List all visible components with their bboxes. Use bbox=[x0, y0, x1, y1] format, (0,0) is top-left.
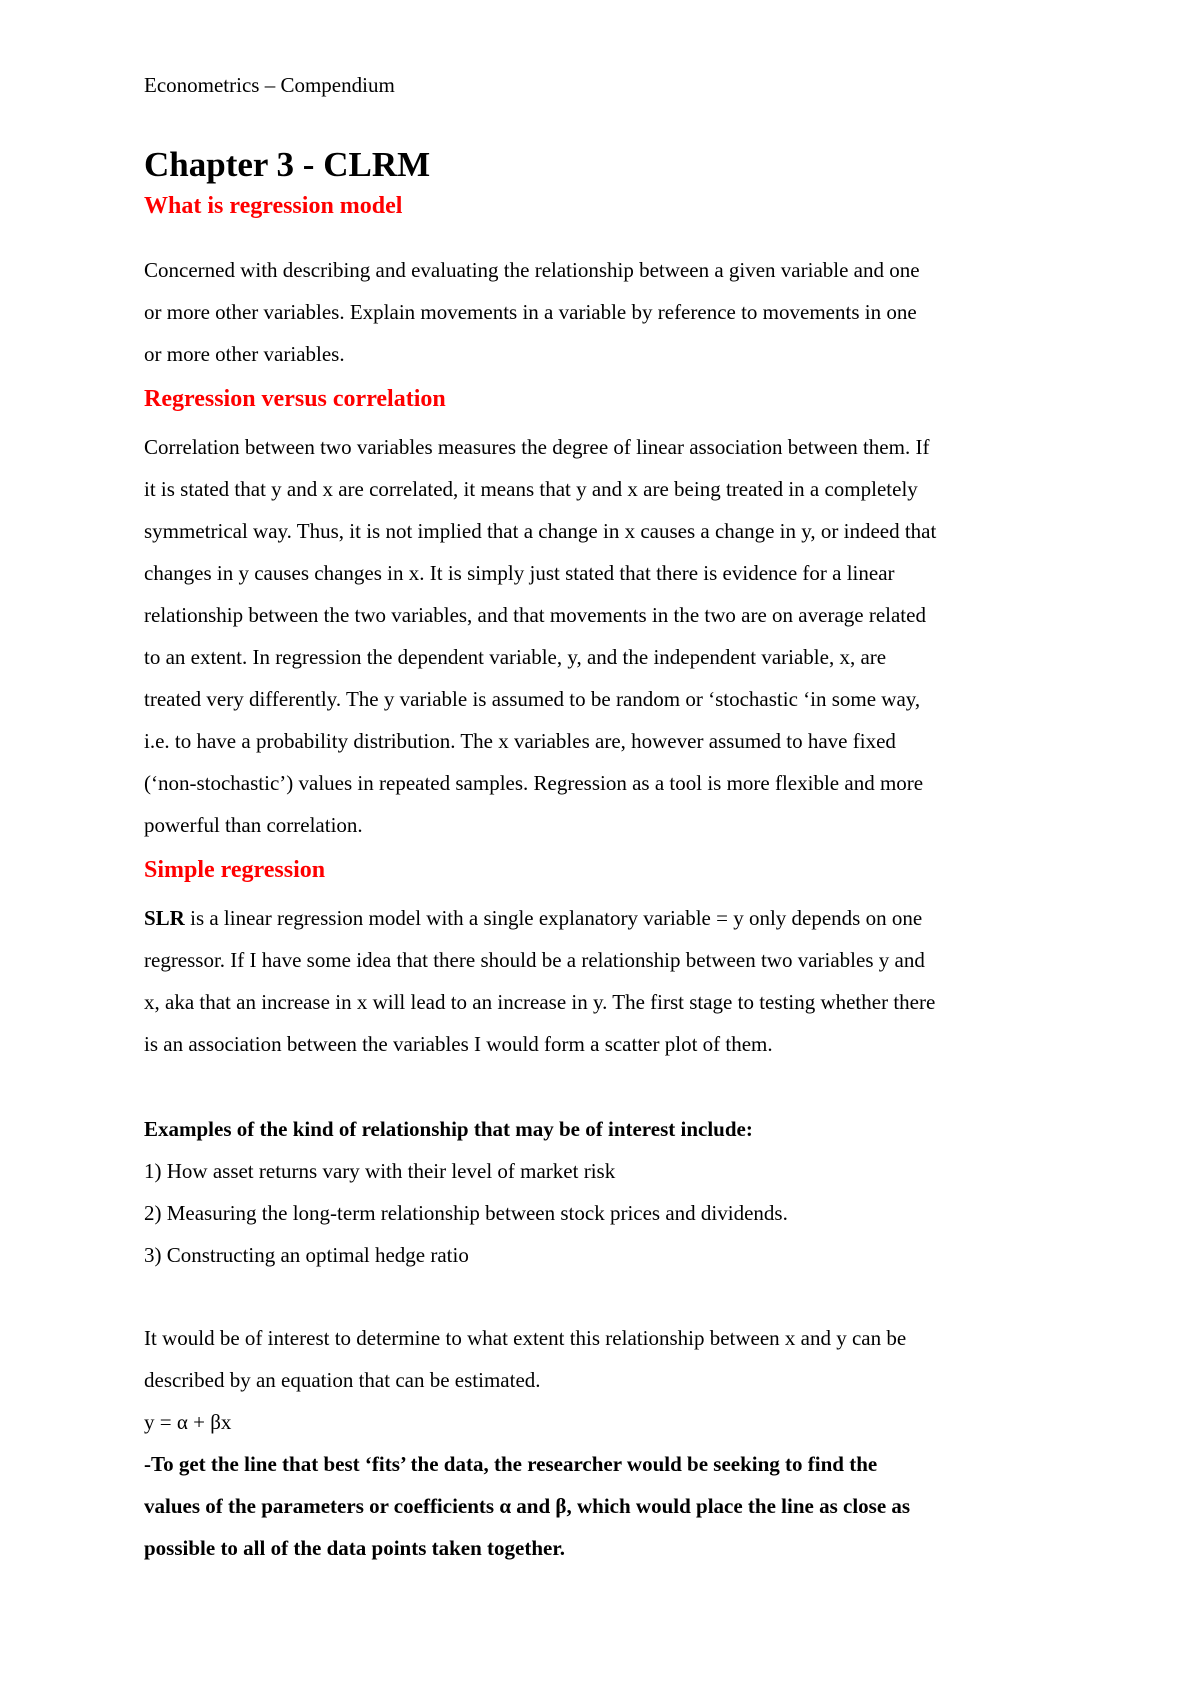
paragraph-what-is-regression bbox=[144, 249, 1064, 375]
regression-equation: y = α + βx bbox=[144, 1410, 232, 1434]
running-header: Econometrics – Compendium bbox=[144, 73, 395, 97]
text-line: i.e. to have a probability distribution. The x variables are, however assumed to have fixed bbox=[144, 729, 896, 753]
list-item: 3) Constructing an optimal hedge ratio bbox=[144, 1243, 469, 1267]
text-line: relationship between the two variables, and that movements in the two are on average related bbox=[144, 603, 926, 627]
text-line: symmetrical way. Thus, it is not implied that a change in x causes a change in y, or indeed that bbox=[144, 519, 937, 543]
text-line bbox=[144, 897, 1064, 939]
text-line: to an extent. In regression the dependent variable, y, and the independent variable, x, are bbox=[144, 645, 887, 669]
chapter-title: Chapter 3 - CLRM bbox=[144, 145, 431, 184]
text-line: or more other variables. Explain movements in a variable by reference to movements in one bbox=[144, 300, 917, 324]
examples-heading: Examples of the kind of relationship that may be of interest include: bbox=[144, 1117, 753, 1141]
slr-definition: is a linear regression model with a single explanatory variable = y only depends on one bbox=[184, 906, 923, 930]
section-heading-simple-regression: Simple regression bbox=[144, 857, 326, 883]
list-item: 2) Measuring the long-term relationship between stock prices and dividends. bbox=[144, 1201, 788, 1225]
text-line: described by an equation that can be estimated. bbox=[144, 1368, 541, 1392]
text-line: changes in y causes changes in x. It is simply just stated that there is evidence for a linear bbox=[144, 561, 895, 585]
slr-term: SLR bbox=[144, 906, 185, 930]
text-line: is an association between the variables I would form a scatter plot of them. bbox=[144, 1032, 773, 1056]
section-heading-what-is-regression: What is regression model bbox=[144, 193, 403, 219]
text-line: -To get the line that best ‘fits’ the data, the researcher would be seeking to find the bbox=[144, 1452, 878, 1476]
text-line: x, aka that an increase in x will lead to an increase in y. The first stage to testing whether there bbox=[144, 990, 936, 1014]
text-line: values of the parameters or coefficients α and β, which would place the line as close as bbox=[144, 1494, 911, 1518]
text-line: powerful than correlation. bbox=[144, 813, 363, 837]
examples-block bbox=[144, 1108, 1064, 1276]
list-item: 1) How asset returns vary with their level of market risk bbox=[144, 1159, 616, 1183]
text-line: treated very differently. The y variable is assumed to be random or ‘stochastic ‘in some way, bbox=[144, 687, 921, 711]
text-line: (‘non-stochastic’) values in repeated samples. Regression as a tool is more flexible and more bbox=[144, 771, 924, 795]
paragraph-simple-regression bbox=[144, 897, 1064, 1065]
text-line: regressor. If I have some idea that there should be a relationship between two variables y and bbox=[144, 948, 925, 972]
text-line: it is stated that y and x are correlated, it means that y and x are being treated in a completely bbox=[144, 477, 918, 501]
paragraph-regression-vs-correlation bbox=[144, 426, 1064, 846]
section-heading-regression-vs-correlation: Regression versus correlation bbox=[144, 386, 446, 412]
text-line: possible to all of the data points taken together. bbox=[144, 1536, 565, 1560]
closing-paragraph bbox=[144, 1317, 1064, 1569]
text-line: Correlation between two variables measures the degree of linear association between them. If bbox=[144, 435, 930, 459]
text-line: It would be of interest to determine to what extent this relationship between x and y can be bbox=[144, 1326, 907, 1350]
text-line: Concerned with describing and evaluating the relationship between a given variable and one bbox=[144, 258, 920, 282]
text-line: or more other variables. bbox=[144, 342, 345, 366]
